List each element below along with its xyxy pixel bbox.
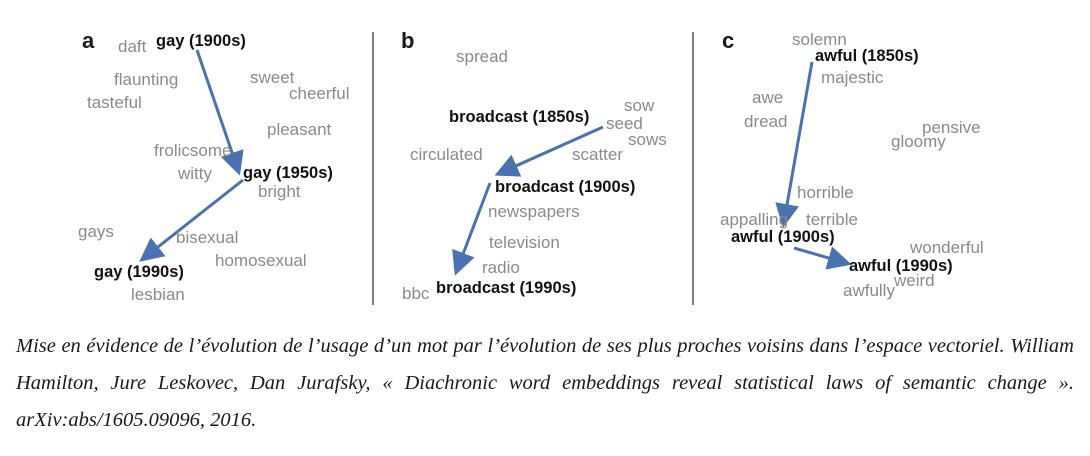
focus-gay-1990s: gay (1990s) [94,263,184,281]
focus-broadcast-1900s: broadcast (1900s) [495,178,636,196]
neighbor-bright: bright [258,182,301,201]
neighbor-daft: daft [118,37,147,56]
neighbor-bisexual: bisexual [176,228,239,247]
panel-c [720,28,984,300]
focus-gay-1950s: gay (1950s) [243,164,333,182]
panel-c-label: c [722,28,735,53]
figure-caption: Mise en évidence de l’évolution de l’usage d’un mot par l’évolution de ses plus proches voisins dans l’espace vectoriel. William Hamilton, Jure Leskovec, Dan Jurafsky, « Diachronic word embeddings reveal statistical laws of semantic change ». arXiv:abs/1605.09096, 2016. [16,335,1074,431]
neighbor-pensive: pensive [922,118,981,137]
neighbor-bbc: bbc [402,284,430,303]
neighbor-solemn: solemn [792,30,847,49]
panel-b-label: b [401,28,415,53]
focus-gay-1900s: gay (1900s) [156,32,246,50]
neighbor-majestic: majestic [821,68,884,87]
focus-broadcast-1850s: broadcast (1850s) [449,108,590,126]
neighbor-frolicsome: frolicsome [154,141,232,160]
focus-awful-1900s: awful (1900s) [731,228,835,246]
neighbor-awe: awe [752,88,784,107]
neighbor-gays: gays [78,222,114,241]
neighbor-terrible: terrible [806,210,858,229]
neighbor-lesbian: lesbian [131,285,185,304]
neighbor-gloomy: gloomy [891,132,946,151]
neighbor-newspapers: newspapers [488,202,580,221]
panel-a-label: a [82,28,95,53]
neighbor-radio: radio [482,258,520,277]
neighbor-weird: weird [894,271,935,290]
neighbor-television: television [489,233,560,252]
neighbor-witty: witty [178,164,212,183]
neighbor-pleasant: pleasant [267,120,332,139]
panel-b [401,28,667,303]
neighbor-seed: seed [606,114,643,133]
neighbor-cheerful: cheerful [289,84,350,103]
neighbor-horrible: horrible [797,183,854,202]
arrow-broadcast-1900-1990 [457,183,490,270]
neighbor-circulated: circulated [410,145,483,164]
neighbor-flaunting: flaunting [114,70,179,89]
neighbor-scatter: scatter [572,145,624,164]
neighbor-appalling: appalling [720,210,789,229]
neighbor-sweet: sweet [250,68,295,87]
neighbor-sow: sow [624,96,655,115]
focus-awful-1850s: awful (1850s) [815,47,919,65]
neighbor-awfully: awfully [843,281,895,300]
neighbor-tasteful: tasteful [87,93,142,112]
focus-awful-1990s: awful (1990s) [849,257,953,275]
neighbor-sows: sows [628,130,667,149]
focus-broadcast-1990s: broadcast (1990s) [436,279,577,297]
panel-a [78,28,349,304]
neighbor-dread: dread [744,112,788,131]
arrow-awful-1900-1990 [794,248,846,263]
neighbor-spread: spread [456,47,508,66]
neighbor-wonderful: wonderful [910,238,984,257]
neighbor-homosexual: homosexual [215,251,307,270]
